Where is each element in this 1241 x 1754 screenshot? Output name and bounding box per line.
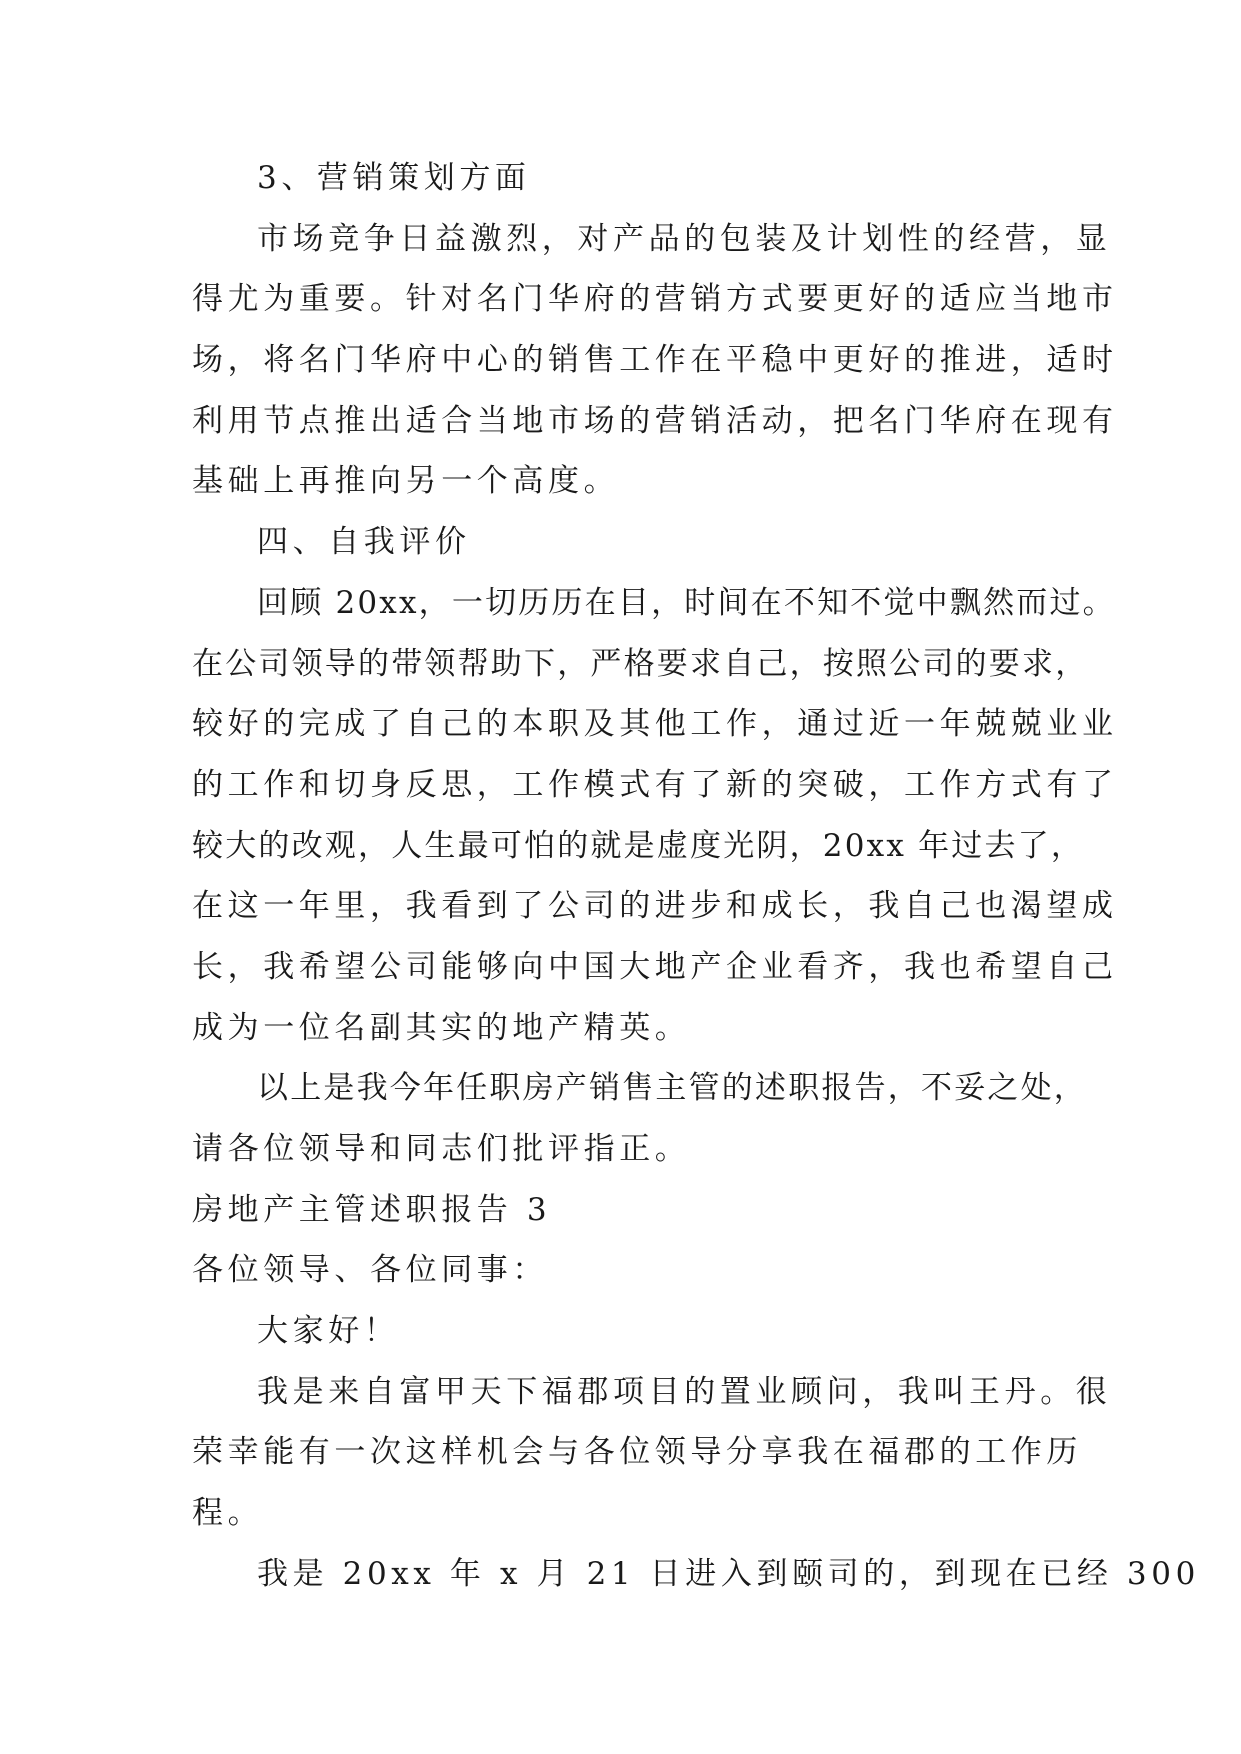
paragraph-line: 的工作和切身反思，工作模式有了新的突破，工作方式有了 (192, 766, 1118, 803)
paragraph-line: 市场竞争日益激烈，对产品的包装及计划性的经营，显 (257, 220, 1112, 257)
document-body (0, 148, 1241, 1605)
paragraph-line: 基础上再推向另一个高度。 (192, 463, 620, 500)
paragraph-line: 回顾 20xx，一切历历在目，时间在不知不觉中飘然而过。 (257, 584, 1116, 621)
paragraph-line: 长，我希望公司能够向中国大地产企业看齐，我也希望自己 (192, 948, 1118, 985)
paragraph-line: 较大的改观，人生最可怕的就是虚度光阴，20xx 年过去了， (192, 827, 1085, 864)
paragraph-line: 我是 20xx 年 x 月 21 日进入到颐司的，到现在已经 300 (257, 1555, 1200, 1592)
paragraph-line: 在公司领导的带领帮助下，严格要求自己，按照公司的要求， (192, 645, 1089, 682)
paragraph-line: 利用节点推出适合当地市场的营销活动，把名门华府在现有 (192, 402, 1118, 439)
paragraph-line: 在这一年里，我看到了公司的进步和成长，我自己也渴望成 (192, 888, 1118, 925)
paragraph-line: 荣幸能有一次这样机会与各位领导分享我在福郡的工作历 (192, 1434, 1082, 1471)
greeting: 大家好！ (257, 1313, 400, 1350)
section-heading-marketing: 3、营销策划方面 (257, 160, 531, 196)
salutation: 各位领导、各位同事： (192, 1252, 548, 1289)
paragraph-line: 程。 (192, 1495, 264, 1532)
paragraph-line: 较好的完成了自己的本职及其他工作，通过近一年兢兢业业 (192, 706, 1118, 743)
report-title: 房地产主管述职报告 3 (192, 1191, 552, 1228)
paragraph-line: 场，将名门华府中心的销售工作在平稳中更好的推进，适时 (192, 342, 1118, 379)
paragraph-line: 成为一位名副其实的地产精英。 (192, 1009, 691, 1046)
paragraph-line: 我是来自富甲天下福郡项目的置业顾问，我叫王丹。很 (257, 1373, 1112, 1410)
paragraph-line: 以上是我今年任职房产销售主管的述职报告，不妥之处， (257, 1070, 1087, 1107)
paragraph-line: 请各位领导和同志们批评指正。 (192, 1131, 691, 1167)
paragraph-line: 得尤为重要。针对名门华府的营销方式要更好的适应当地市 (192, 281, 1118, 318)
section-heading-self-evaluation: 四、自我评价 (257, 524, 471, 561)
